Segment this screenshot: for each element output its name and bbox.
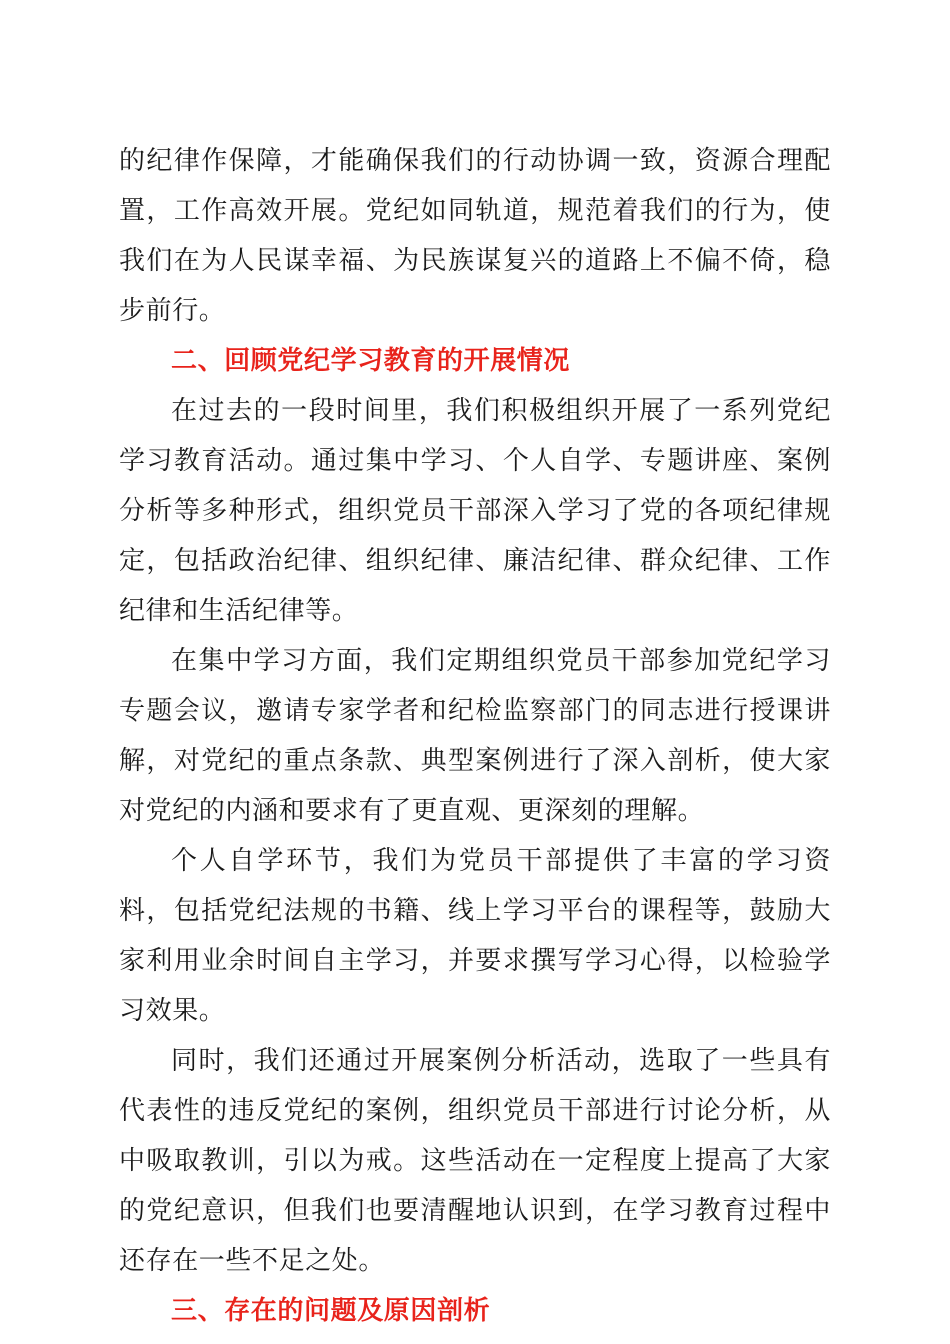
section-3-heading: 三、存在的问题及原因剖析	[171, 1296, 491, 1326]
section-2-heading: 二、回顾党纪学习教育的开展情况	[171, 346, 571, 376]
section-2-paragraph-1: 在过去的一段时间里，我们积极组织开展了一系列党纪学习教育活动。通过集中学习、个人自学、专题讲座、案例分析等多种形式，组织党员干部深入学习了党的各项纪律规定，包括政治纪律、组织纪律、廉洁纪律、群众纪律、工作纪律和生活纪律等。	[119, 396, 831, 626]
section-2-paragraph-2: 在集中学习方面，我们定期组织党员干部参加党纪学习专题会议，邀请专家学者和纪检监察部门的同志进行授课讲解，对党纪的重点条款、典型案例进行了深入剖析，使大家对党纪的内涵和要求有了更直观、更深刻的理解。	[119, 646, 831, 826]
section-2-paragraph-3: 个人自学环节，我们为党员干部提供了丰富的学习资料，包括党纪法规的书籍、线上学习平台的课程等，鼓励大家利用业余时间自主学习，并要求撰写学习心得，以检验学习效果。	[119, 846, 831, 1026]
document-body	[119, 136, 831, 1336]
section-2-paragraph-4: 同时，我们还通过开展案例分析活动，选取了一些具有代表性的违反党纪的案例，组织党员干部进行讨论分析，从中吸取教训，引以为戒。这些活动在一定程度上提高了大家的党纪意识，但我们也要清醒地认识到，在学习教育过程中还存在一些不足之处。	[119, 1046, 831, 1276]
continued-paragraph: 的纪律作保障，才能确保我们的行动协调一致，资源合理配置，工作高效开展。党纪如同轨道，规范着我们的行为，使我们在为人民谋幸福、为民族谋复兴的道路上不偏不倚，稳步前行。	[119, 146, 831, 326]
